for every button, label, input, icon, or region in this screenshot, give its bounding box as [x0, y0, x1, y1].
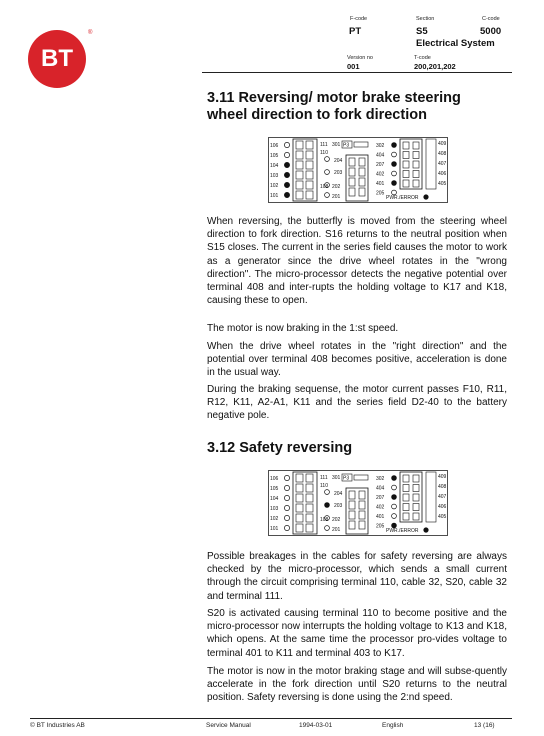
bt-logo: [28, 30, 86, 88]
terminal-label-301: 301: [332, 142, 341, 148]
connector-pin: [413, 161, 419, 168]
section-311-paragraph-1: When reversing, the butterfly is moved from the steering wheel direction to fork direction. S16 returns to the neutral position when S15 closes. The current in the series field causes the motor to work as a generator since the drive wheel rotates in the "wrong direction". The micro-processor detects the negative potential over terminal 408 and inter-rupts the holding voltage to K17 and K18, causing these to open.: [207, 216, 507, 307]
header-rule: [202, 72, 512, 73]
terminal-label-407: 407: [438, 494, 447, 500]
p3-label: P3: [343, 142, 350, 149]
terminal-label-105: 105: [270, 153, 279, 159]
connector-block-left: [293, 139, 317, 201]
connector-pin: [296, 181, 303, 189]
terminal-label-203: 203: [334, 503, 343, 509]
mid-dot: [325, 193, 330, 198]
terminal-label-205: 205: [376, 190, 385, 197]
connector-pin: [413, 494, 419, 501]
connector-pin: [306, 151, 313, 159]
section-label: Section: [416, 16, 435, 22]
connector-pin: [306, 161, 313, 169]
terminal-label-108: 108: [320, 184, 329, 190]
terminal-label-404: 404: [376, 485, 385, 492]
connector-pin: [296, 151, 303, 159]
connector-pin: [403, 152, 409, 159]
terminal-dot-401: [392, 181, 397, 186]
registered-mark: ®: [88, 30, 93, 36]
terminal-label-302: 302: [376, 143, 385, 149]
section-311-title-line1: 3.11 Reversing/ motor brake steering: [207, 90, 461, 106]
terminal-label-409: 409: [438, 474, 447, 480]
ccode-label: C-code: [482, 16, 500, 22]
terminal-label-104: 104: [270, 163, 279, 169]
section-312-title: 3.12 Safety reversing: [207, 440, 353, 456]
connector-pin: [413, 152, 419, 159]
connector-pin: [403, 142, 409, 149]
connector-pin: [296, 141, 303, 149]
terminal-label-204: 204: [334, 491, 343, 497]
terminal-dot-402: [392, 171, 397, 176]
connector-block-far-right: [426, 472, 436, 522]
fuse-symbol: [354, 475, 368, 480]
terminal-dot-207: [392, 495, 397, 500]
mid-dot: [325, 490, 330, 495]
terminal-dot-101: [284, 192, 289, 197]
section-311-title-line2: wheel direction to fork direction: [207, 107, 427, 123]
p3-label: P3: [343, 475, 350, 482]
terminal-dot-105: [284, 152, 289, 157]
section-value: S5: [416, 26, 428, 37]
connector-pin: [359, 511, 365, 519]
connector-pin: [349, 501, 355, 509]
terminal-dot-103: [284, 172, 289, 177]
terminal-dot-404: [392, 485, 397, 490]
connector-pin: [349, 158, 355, 166]
terminal-label-402: 402: [376, 171, 385, 178]
connector-pin: [349, 511, 355, 519]
connector-pin: [413, 504, 419, 511]
version-value: 001: [347, 62, 360, 71]
terminal-label-106: 106: [270, 476, 279, 482]
terminal-dot-102: [284, 515, 289, 520]
connector-pin: [296, 171, 303, 179]
connector-pin: [403, 475, 409, 482]
connector-pin: [413, 485, 419, 492]
section-311-paragraph-3: When the drive wheel rotates in the "right direction" and the potential over terminal 408 becomes positive, acceleration is done in the usual way.: [207, 341, 507, 379]
terminal-label-402: 402: [376, 504, 385, 511]
terminal-label-103: 103: [270, 506, 279, 512]
terminal-label-103: 103: [270, 173, 279, 179]
fcode-value: PT: [349, 26, 362, 37]
terminal-label-102: 102: [270, 183, 279, 189]
terminal-diagram-312: [268, 470, 448, 536]
mid-dot: [325, 170, 330, 175]
terminal-label-407: 407: [438, 161, 447, 167]
terminal-label-408: 408: [438, 484, 447, 490]
section-311-paragraph-2: The motor is now braking in the 1:st speed.: [207, 323, 399, 334]
terminal-label-207: 207: [376, 495, 385, 501]
footer-company: © BT Industries AB: [30, 722, 85, 729]
connector-pin: [403, 171, 409, 178]
terminal-label-406: 406: [438, 171, 447, 177]
connector-pin: [306, 484, 313, 492]
terminal-label-202: 202: [332, 517, 341, 523]
connector-pin: [349, 178, 355, 186]
connector-pin: [306, 474, 313, 482]
logo-text: BT: [41, 45, 73, 72]
pwr-error-led: [424, 528, 429, 533]
pwr-error-label: PWR./ERROR: [386, 528, 419, 534]
fcode-label: F-code: [350, 16, 368, 22]
terminal-dot-101: [284, 525, 289, 530]
terminal-label-101: 101: [270, 526, 279, 532]
connector-pin: [306, 524, 313, 532]
connector-pin: [306, 171, 313, 179]
terminal-label-205: 205: [376, 523, 385, 530]
connector-pin: [359, 178, 365, 186]
connector-pin: [306, 504, 313, 512]
section-312-paragraph-2: S20 is activated causing terminal 110 to become positive and the micro-processor now interrupts the holding voltage to K13 and K18, which opens. At the same time the processor pro-vides voltage to terminal 401 to K11 and terminal 403 to K17.: [207, 608, 507, 659]
connector-pin: [359, 158, 365, 166]
mid-dot: [325, 526, 330, 531]
connector-pin: [403, 161, 409, 168]
connector-pin: [296, 524, 303, 532]
terminal-label-110: 110: [320, 483, 328, 489]
section-311-paragraph-4: During the braking sequense, the motor current passes F10, R11, R12, K11, A2-A1, K11 and the series field D2-40 to the battery negative pole.: [207, 384, 507, 422]
connector-pin: [413, 513, 419, 520]
connector-pin: [403, 513, 409, 520]
connector-pin: [413, 475, 419, 482]
terminal-label-104: 104: [270, 496, 279, 502]
connector-pin: [359, 501, 365, 509]
terminal-label-406: 406: [438, 504, 447, 510]
tcode-value: 200,201,202: [414, 62, 456, 71]
terminal-diagram-311: [268, 137, 448, 203]
terminal-label-207: 207: [376, 162, 385, 168]
tcode-label: T-code: [414, 55, 431, 61]
connector-pin: [403, 180, 409, 187]
terminal-dot-104: [284, 162, 289, 167]
mid-dot: [325, 157, 330, 162]
connector-pin: [306, 514, 313, 522]
connector-pin: [349, 491, 355, 499]
ccode-value: 5000: [480, 26, 502, 37]
connector-pin: [413, 142, 419, 149]
terminal-label-201: 201: [332, 194, 341, 200]
connector-pin: [413, 171, 419, 178]
terminal-dot-104: [284, 495, 289, 500]
terminal-label-204: 204: [334, 158, 343, 164]
terminal-dot-105: [284, 485, 289, 490]
connector-pin: [359, 168, 365, 176]
fuse-symbol: [354, 142, 368, 147]
terminal-label-401: 401: [376, 181, 385, 187]
terminal-label-110: 110: [320, 150, 328, 156]
connector-pin: [296, 191, 303, 199]
connector-pin: [306, 141, 313, 149]
terminal-dot-302: [392, 476, 397, 481]
terminal-label-105: 105: [270, 486, 279, 492]
connector-block-left: [293, 472, 317, 534]
terminal-dot-401: [392, 514, 397, 519]
terminal-dot-302: [392, 143, 397, 148]
footer-language: English: [382, 722, 404, 729]
footer-doc: Service Manual: [206, 722, 251, 729]
terminal-dot-103: [284, 505, 289, 510]
terminal-label-203: 203: [334, 170, 343, 176]
terminal-label-111: 111: [320, 475, 328, 481]
connector-pin: [413, 180, 419, 187]
terminal-dot-402: [392, 504, 397, 509]
pwr-error-led: [424, 195, 429, 200]
connector-pin: [349, 168, 355, 176]
connector-pin: [403, 504, 409, 511]
connector-pin: [296, 514, 303, 522]
connector-pin: [306, 181, 313, 189]
connector-pin: [306, 494, 313, 502]
terminal-label-302: 302: [376, 476, 385, 482]
terminal-dot-106: [284, 475, 289, 480]
terminal-label-408: 408: [438, 151, 447, 157]
connector-pin: [296, 161, 303, 169]
terminal-label-201: 201: [332, 527, 341, 533]
connector-pin: [359, 521, 365, 529]
section-312-paragraph-1: Possible breakages in the cables for safety reversing are always checked by the micro-processor, which sends a small current through the circuit comprising terminal 110, cable 32, S20, cable 32 and terminal 111.: [207, 551, 507, 602]
connector-pin: [296, 504, 303, 512]
terminal-dot-404: [392, 152, 397, 157]
section-title: Electrical System: [416, 38, 495, 49]
footer-date: 1994-03-01: [299, 722, 333, 729]
footer-page: 13 (16): [474, 722, 495, 729]
footer-rule: [30, 718, 512, 719]
connector-pin: [349, 188, 355, 196]
connector-pin: [359, 188, 365, 196]
connector-pin: [349, 521, 355, 529]
section-312-paragraph-3: The motor is now in the motor braking stage and will subse-quently accelerate in the fork direction until S20 returns to the neutral position. Safety reversing is done using the 2:nd speed.: [207, 666, 507, 704]
terminal-label-102: 102: [270, 516, 279, 522]
connector-pin: [296, 474, 303, 482]
terminal-label-111: 111: [320, 142, 328, 148]
terminal-dot-102: [284, 182, 289, 187]
connector-pin: [296, 484, 303, 492]
connector-block-far-right: [426, 139, 436, 189]
terminal-label-409: 409: [438, 141, 447, 147]
connector-pin: [296, 494, 303, 502]
version-label: Version no: [347, 55, 373, 61]
terminal-label-401: 401: [376, 514, 385, 520]
connector-pin: [359, 491, 365, 499]
terminal-label-405: 405: [438, 181, 447, 187]
terminal-label-108: 108: [320, 517, 329, 523]
pwr-error-label: PWR./ERROR: [386, 195, 419, 201]
terminal-dot-106: [284, 142, 289, 147]
terminal-label-404: 404: [376, 152, 385, 159]
connector-pin: [306, 191, 313, 199]
terminal-label-101: 101: [270, 193, 279, 199]
terminal-label-106: 106: [270, 143, 279, 149]
mid-dot: [325, 503, 330, 508]
terminal-dot-207: [392, 162, 397, 167]
terminal-label-202: 202: [332, 184, 341, 190]
terminal-label-301: 301: [332, 475, 341, 481]
terminal-label-405: 405: [438, 514, 447, 520]
connector-pin: [403, 494, 409, 501]
connector-pin: [403, 485, 409, 492]
